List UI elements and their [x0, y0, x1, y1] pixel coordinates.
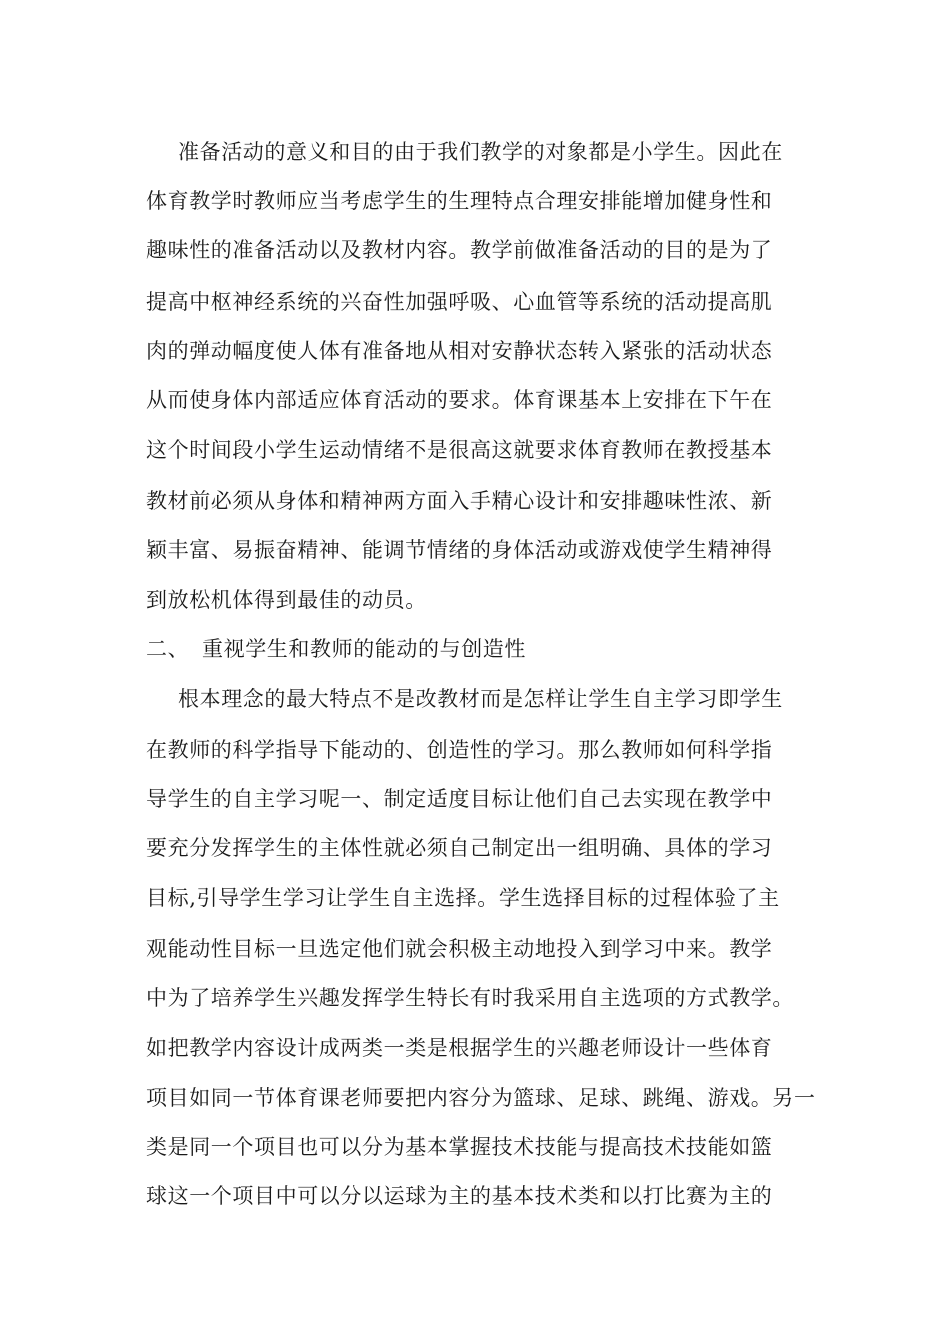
paragraph-1-line: 这个时间段小学生运动情绪不是很高这就要求体育教师在教授基本: [146, 438, 773, 462]
paragraph-1-line: 体育教学时教师应当考虑学生的生理特点合理安排能增加健身性和: [146, 189, 773, 213]
paragraph-2-line: 观能动性目标一旦选定他们就会积极主动地投入到学习中来。教学: [146, 937, 773, 961]
paragraph-2-line: 球这一个项目中可以分以运球为主的基本技术类和以打比赛为主的: [146, 1184, 773, 1208]
paragraph-2-line: 要充分发挥学生的主体性就必须自己制定出一组明确、具体的学习: [146, 836, 773, 860]
paragraph-2-line: 类是同一个项目也可以分为基本掌握技术技能与提高技术技能如篮: [146, 1135, 773, 1159]
paragraph-2-line: 如把教学内容设计成两类一类是根据学生的兴趣老师设计一些体育: [146, 1036, 773, 1060]
paragraph-1-line: 从而使身体内部适应体育活动的要求。体育课基本上安排在下午在: [146, 388, 773, 412]
paragraph-2-line: 导学生的自主学习呢一、制定适度目标让他们自己去实现在教学中: [146, 787, 773, 811]
paragraph-1-line: 颖丰富、易振奋精神、能调节情绪的身体活动或游戏使学生精神得: [146, 538, 773, 562]
paragraph-1-line: 肉的弹动幅度使人体有准备地从相对安静状态转入紧张的活动状态: [146, 339, 773, 363]
paragraph-2-line: 根本理念的最大特点不是改教材而是怎样让学生自主学习即学生: [178, 687, 783, 711]
section-heading-number: 二、: [146, 637, 190, 661]
paragraph-1-line: 准备活动的意义和目的由于我们教学的对象都是小学生。因此在: [178, 140, 783, 164]
paragraph-1-line: 教材前必须从身体和精神两方面入手精心设计和安排趣味性浓、新: [146, 489, 773, 513]
paragraph-1-line: 提高中枢神经系统的兴奋性加强呼吸、心血管等系统的活动提高肌: [146, 290, 773, 314]
paragraph-1-line: 到放松机体得到最佳的动员。: [146, 588, 427, 612]
paragraph-2-line: 中为了培养学生兴趣发挥学生特长有时我采用自主选项的方式教学。: [146, 986, 794, 1010]
section-heading: [146, 634, 526, 664]
section-heading-title: 重视学生和教师的能动的与创造性: [202, 637, 526, 661]
paragraph-2-line: 在教师的科学指导下能动的、创造性的学习。那么教师如何科学指: [146, 738, 773, 762]
paragraph-2-line: 项目如同一节体育课老师要把内容分为篮球、足球、跳绳、游戏。另一: [146, 1086, 816, 1110]
paragraph-2-line: 目标,引导学生学习让学生自主选择。学生选择目标的过程体验了主: [146, 886, 780, 910]
paragraph-1-line: 趣味性的准备活动以及教材内容。教学前做准备活动的目的是为了: [146, 238, 773, 262]
